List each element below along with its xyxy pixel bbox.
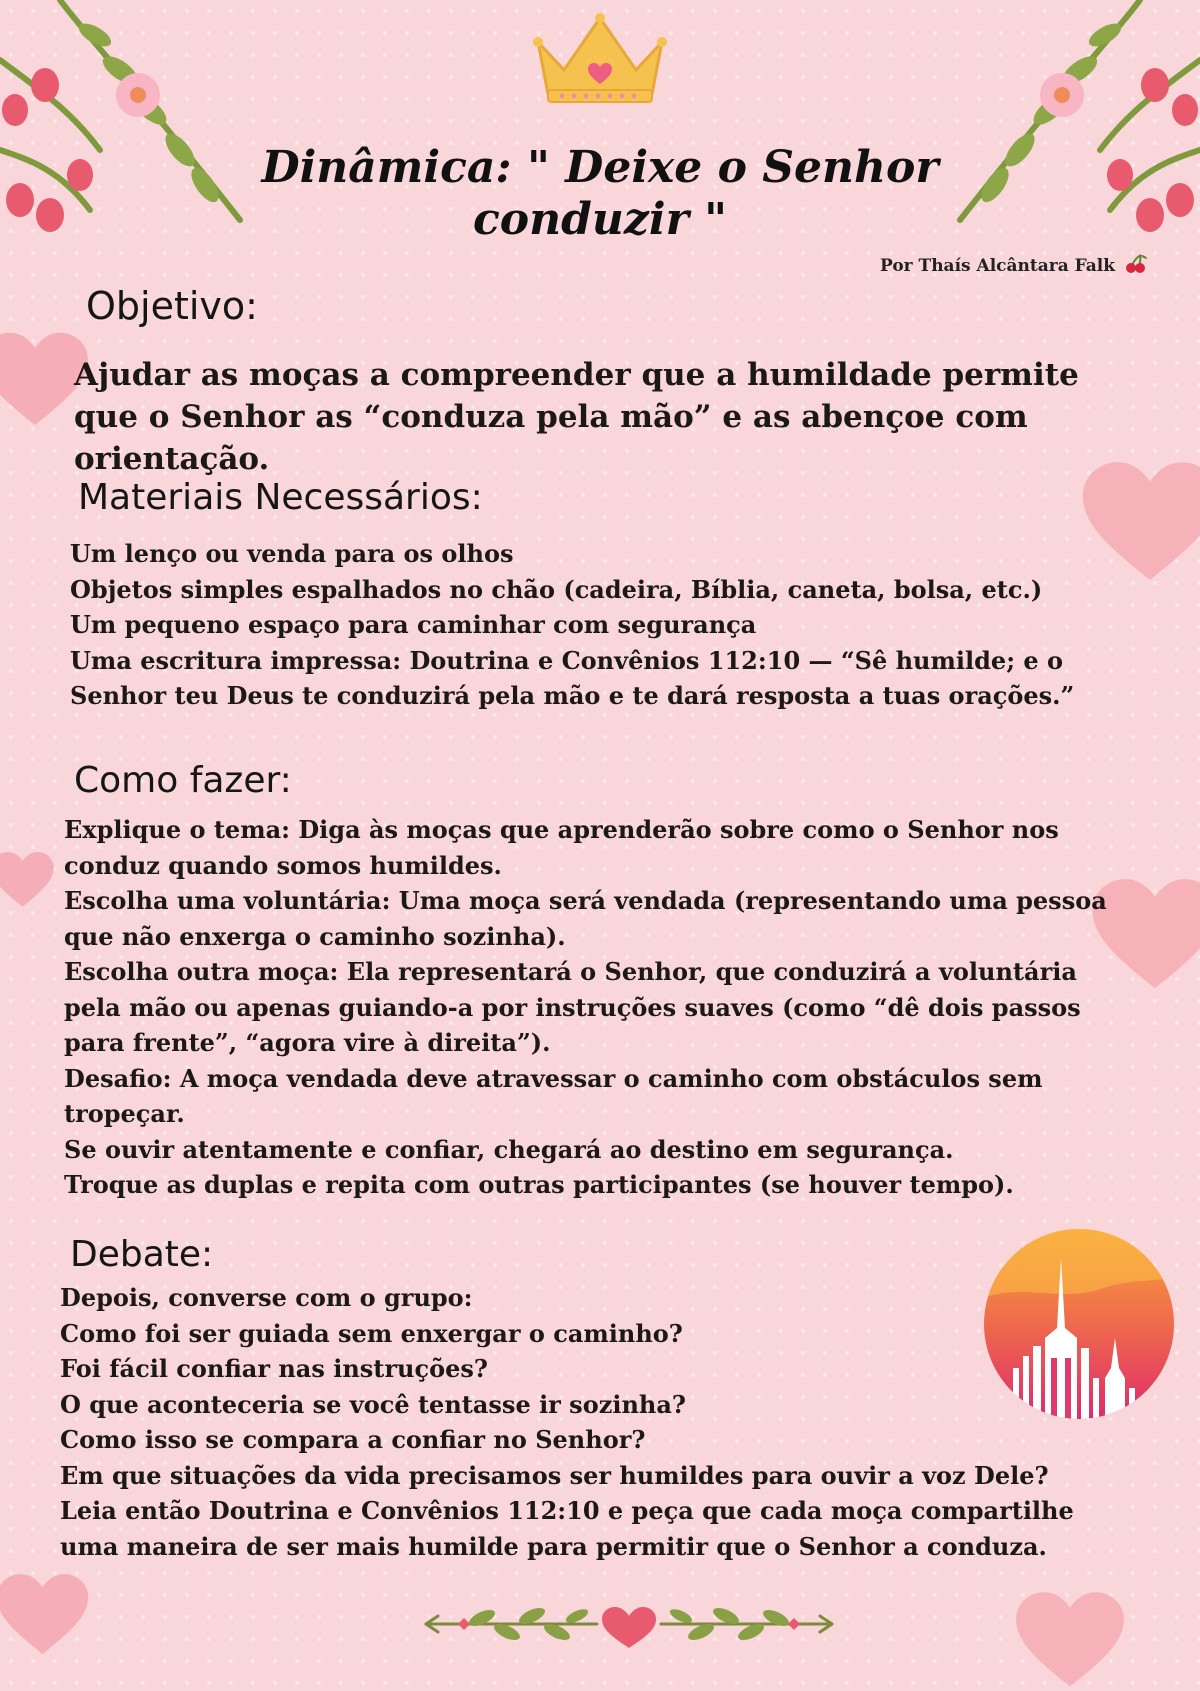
materiais-heading: Materiais Necessários: — [78, 477, 483, 518]
objetivo-text: Ajudar as moças a compreender que a humildade permite que o Senhor as “conduza pela mão” e as abençoe com orientação. — [74, 357, 1079, 477]
author-text: Por Thaís Alcântara Falk — [880, 256, 1116, 276]
vine-divider-icon — [422, 1594, 836, 1664]
list-item: Desafio: A moça vendada deve atravessar o caminho com obstáculos sem tropeçar. — [64, 1063, 1043, 1128]
list-item: Em que situações da vida precisamos ser humildes para ouvir a voz Dele? — [60, 1460, 1049, 1490]
list-item: Explique o tema: Diga às moças que aprenderão sobre como o Senhor nos conduz quando somos humildes. — [64, 815, 1059, 880]
page-title — [240, 142, 960, 246]
debate-list — [60, 1280, 1120, 1564]
title-line-1: Dinâmica: " Deixe o Senhor — [261, 142, 939, 193]
heart-icon — [0, 850, 55, 910]
list-item: Escolha outra moça: Ela representará o Senhor, que conduzirá a voluntária pela mão ou apenas guiando-a por instruções suaves (como “dê dois passos para frente”, “agora vire à direita”). — [64, 957, 1081, 1057]
list-item: Escolha uma voluntária: Uma moça será vendada (representando uma pessoa que não enxerga o caminho sozinha). — [64, 886, 1107, 951]
floral-corner-icon — [940, 0, 1200, 240]
list-item: Como isso se compara a confiar no Senhor? — [60, 1425, 646, 1454]
materiais-list — [70, 536, 1110, 714]
debate-heading: Debate: — [70, 1234, 214, 1275]
list-item: Depois, converse com o grupo: — [60, 1283, 473, 1312]
temple-logo-icon — [983, 1228, 1175, 1420]
list-item: Um pequeno espaço para caminhar com segurança — [70, 610, 757, 639]
list-item: Foi fácil confiar nas instruções? — [60, 1354, 488, 1383]
list-item: O que aconteceria se você tentasse ir sozinha? — [60, 1389, 686, 1419]
list-item: Como foi ser guiada sem enxergar o caminho? — [60, 1318, 683, 1348]
como-fazer-heading: Como fazer: — [74, 760, 292, 801]
crown-icon — [528, 12, 672, 107]
heart-icon — [0, 1565, 90, 1665]
author-credit — [880, 254, 1180, 276]
objetivo-heading: Objetivo: — [86, 284, 258, 328]
floral-corner-icon — [0, 0, 260, 240]
list-item: Objetos simples espalhados no chão (cadeira, Bíblia, caneta, bolsa, etc.) — [70, 574, 1043, 604]
title-line-2: conduzir " — [472, 194, 727, 245]
cherry-icon — [1124, 254, 1148, 274]
list-item: Leia então Doutrina e Convênios 112:10 e peça que cada moça compartilhe uma maneira de ser mais humilde para permitir que o Senhor a conduza. — [60, 1496, 1074, 1561]
como-fazer-list — [64, 812, 1154, 1203]
list-item: Se ouvir atentamente e confiar, chegará ao destino em segurança. — [64, 1134, 954, 1164]
list-item: Um lenço ou venda para os olhos — [70, 539, 514, 568]
list-item: Uma escritura impressa: Doutrina e Convênios 112:10 — “Sê humilde; e o Senhor teu Deus te conduzirá pela mão e te dará resposta a tuas orações.” — [70, 645, 1075, 710]
list-item: Troque as duplas e repita com outras participantes (se houver tempo). — [64, 1170, 1014, 1199]
heart-icon — [1010, 1590, 1130, 1691]
